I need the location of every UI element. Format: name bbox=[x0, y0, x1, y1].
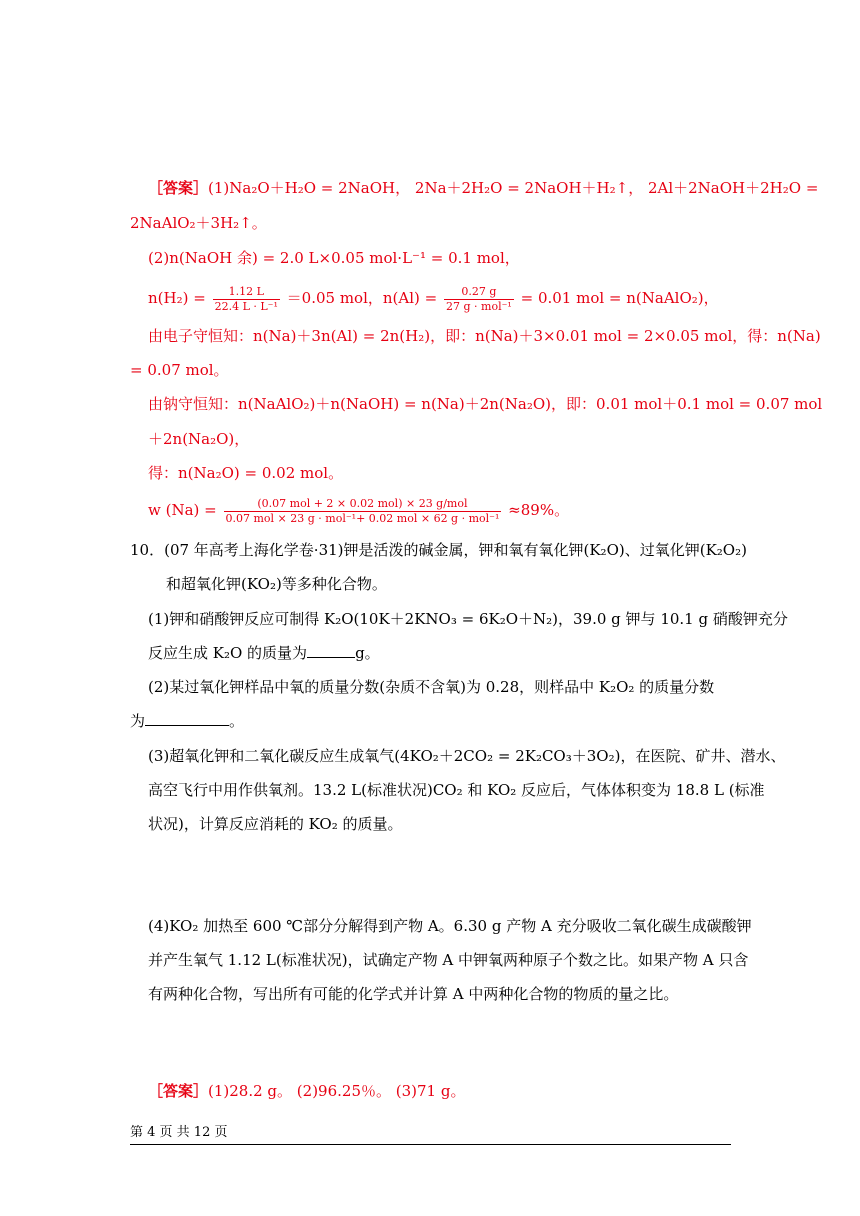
fraction-denominator: 0.07 mol × 23 g · mol⁻¹+ 0.02 mol × 62 g · mol⁻¹ bbox=[225, 511, 500, 525]
formula-part: = 0.01 mol = n(NaAlO₂)， bbox=[520, 289, 719, 307]
page-footer: 第 4 页 共 12 页 bbox=[130, 1125, 228, 1140]
answer-line-3: (2)n(NaOH 余) = 2.0 L×0.05 mol·L⁻¹ = 0.1 mol， bbox=[148, 249, 520, 267]
fraction-denominator: 27 g · mol⁻¹ bbox=[446, 299, 512, 313]
part-3-line-1: (3)超氧化钾和二氧化碳反应生成氧气(4KO₂＋2CO₂ = 2K₂CO₃＋3O₂)，在医院、矿井、潜水、 bbox=[148, 747, 786, 765]
part-1-line-1: (1)钾和硝酸钾反应可制得 K₂O(10K＋2KNO₃ = 6K₂O＋N₂)，39.0 g 钾与 10.1 g 硝酸钾充分 bbox=[148, 610, 788, 628]
part-2-text: 为 bbox=[130, 712, 146, 730]
fraction-numerator: 0.27 g bbox=[444, 285, 514, 300]
answer-text: (1)Na₂O＋H₂O = 2NaOH， 2Na＋2H₂O = 2NaOH＋H₂↑， 2Al＋2NaOH＋2H₂O = bbox=[208, 179, 819, 197]
question-10-line-1: 10．(07 年高考上海化学卷·31)钾是活泼的碱金属，钾和氧有氧化钾(K₂O)、过氧化钾(K₂O₂) bbox=[130, 541, 747, 559]
fraction-w-na bbox=[224, 497, 502, 526]
answer-line-10 bbox=[148, 492, 569, 528]
fraction-numerator: (0.07 mol + 2 × 0.02 mol) × 23 g/mol bbox=[224, 497, 502, 512]
part-4-line-2: 并产生氧气 1.12 L(标准状况)，试确定产物 A 中钾氧两种原子个数之比。如果产物 A 只含 bbox=[148, 951, 749, 969]
part-2-end: 。 bbox=[229, 712, 245, 730]
formula-part: ＝0.05 mol，n(Al) = bbox=[286, 289, 438, 307]
part-2-line-1: (2)某过氧化钾样品中氧的质量分数(杂质不含氧)为 0.28，则样品中 K₂O₂ 的质量分数 bbox=[148, 678, 715, 696]
fraction-h2 bbox=[213, 285, 280, 314]
part-4-line-3: 有两种化合物，写出所有可能的化学式并计算 A 中两种化合物的物质的量之比。 bbox=[148, 985, 679, 1003]
formula-part: n(H₂) = bbox=[148, 289, 206, 307]
answer-2-line bbox=[148, 1081, 465, 1101]
answer-line-9: 得：n(Na₂O) = 0.02 mol。 bbox=[148, 464, 344, 482]
answer-line-6: = 0.07 mol。 bbox=[130, 361, 229, 379]
fraction-al bbox=[444, 285, 514, 314]
answer-tag: ［答案］ bbox=[148, 1082, 209, 1100]
part-2-line-2 bbox=[130, 711, 244, 731]
formula-part: w (Na) = bbox=[148, 501, 217, 519]
answer-line-8: ＋2n(Na₂O)， bbox=[148, 430, 250, 448]
answer-line-2: 2NaAlO₂＋3H₂↑。 bbox=[130, 214, 267, 232]
part-1-line-2 bbox=[148, 643, 380, 663]
answer-line-7: 由钠守恒知：n(NaAlO₂)＋n(NaOH) = n(Na)＋2n(Na₂O)，即：0.01 mol＋0.1 mol = 0.07 mol bbox=[148, 395, 823, 413]
answer-text: (1)28.2 g。 (2)96.25％。 (3)71 g。 bbox=[208, 1082, 466, 1100]
answer-line-1 bbox=[148, 178, 818, 198]
part-4-line-1: (4)KO₂ 加热至 600 ℃部分分解得到产物 A。6.30 g 产物 A 充分吸收二氧化碳生成碳酸钾 bbox=[148, 917, 752, 935]
answer-line-4 bbox=[148, 280, 719, 316]
fraction-denominator: 22.4 L · L⁻¹ bbox=[214, 299, 278, 313]
formula-part: ≈89%。 bbox=[508, 501, 570, 519]
answer-line-5: 由电子守恒知：n(Na)＋3n(Al) = 2n(H₂)，即：n(Na)＋3×0.01 mol = 2×0.05 mol，得：n(Na) bbox=[148, 327, 821, 345]
fraction-numerator: 1.12 L bbox=[213, 285, 280, 300]
part-1-text: 反应生成 K₂O 的质量为 bbox=[148, 644, 308, 662]
question-10-line-2: 和超氧化钾(KO₂)等多种化合物。 bbox=[166, 575, 387, 593]
part-3-line-2: 高空飞行中用作供氧剂。13.2 L(标准状况)CO₂ 和 KO₂ 反应后，气体体积变为 18.8 L (标准 bbox=[148, 781, 765, 799]
footer-divider bbox=[130, 1144, 731, 1145]
answer-blank[interactable] bbox=[145, 711, 229, 726]
answer-blank[interactable] bbox=[307, 643, 355, 658]
part-1-unit: g。 bbox=[355, 644, 380, 662]
part-3-line-3: 状况)，计算反应消耗的 KO₂ 的质量。 bbox=[148, 815, 403, 833]
answer-tag: ［答案］ bbox=[148, 179, 209, 197]
